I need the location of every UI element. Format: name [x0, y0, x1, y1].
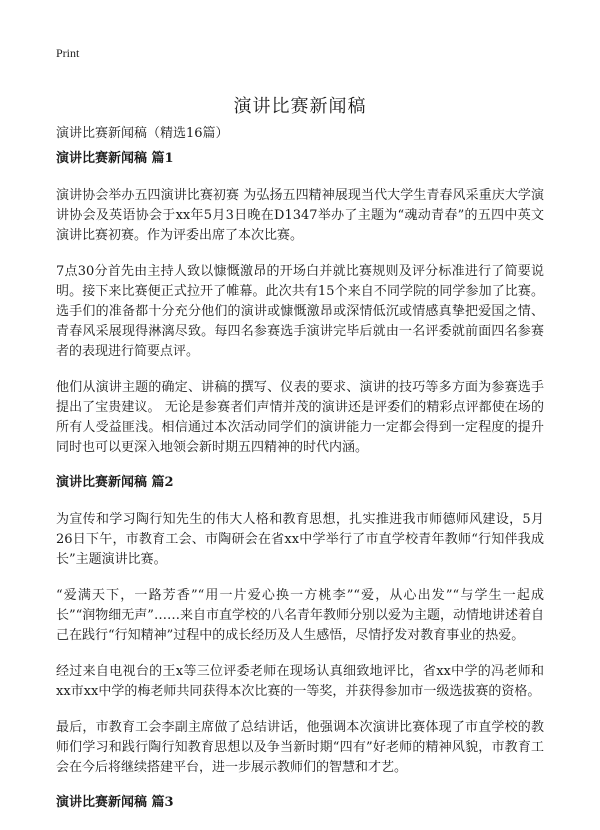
section-heading: 演讲比赛新闻稿 篇2 — [56, 475, 174, 490]
section-heading: 演讲比赛新闻稿 篇1 — [56, 151, 174, 166]
section-heading: 演讲比赛新闻稿 篇3 — [56, 795, 174, 810]
paragraph: 为宣传和学习陶行知先生的伟大人格和教育思想，扎实推进我市师德师风建设，5月26日下午，市教育工会、市陶研会在省xx中学举行了市直学校青年教师“行知伴我成长”主题演讲比赛。 — [56, 512, 544, 567]
article-section — [56, 474, 544, 778]
article-section — [56, 794, 544, 812]
paragraph: 他们从演讲主题的确定、讲稿的撰写、仪表的要求、演讲的技巧等多方面为参赛选手提出了宝贵建议。 无论是参赛者们声情并茂的演讲还是评委们的精彩点评都使在场的所有人受益匪浅。相信通过本次活动同学们的演讲能力一定都会得到一定程度的提升同时也可以更深入地领会新时期五四精神的时代内涵。 — [56, 380, 544, 455]
article-content — [56, 150, 544, 830]
paragraph: 最后，市教育工会李副主席做了总结讲话，他强调本次演讲比赛体现了市直学校的教师们学习和践行陶行知教育思想以及争当新时期“四有”好老师的精神风貌，市教育工会在今后将继续搭建平台，进一步展示教师们的智慧和才艺。 — [56, 720, 544, 775]
print-label: Print — [56, 46, 80, 60]
page-title: 演讲比赛新闻稿 — [233, 96, 367, 118]
paragraph: 7点30分首先由主持人致以慷慨激昂的开场白并就比赛规则及评分标准进行了简要说明。接下来比赛便正式拉开了帷幕。此次共有15个来自不同学院的同学参加了比赛。选手们的准备都十分充分他们的演讲或慷慨激昂或深情低沉或情感真挚把爱国之情、青春风采展现得淋漓尽致。每四名参赛选手演讲完毕后就由一名评委就前面四名参赛者的表现进行简要点评。 — [56, 264, 544, 359]
paragraph: “爱满天下，一路芳香”“用一片爱心换一方桃李”“爱，从心出发”“与学生一起成长”“润物细无声”……来自市直学校的八名青年教师分别以爱为主题，动情地讲述着自己在践行“行知精神”过程中的成长经历及人生感悟，尽情抒发对教育事业的热爱。 — [56, 588, 544, 643]
article-section — [56, 150, 544, 458]
document-subtitle: 演讲比赛新闻稿（精选16篇） — [56, 126, 229, 141]
paragraph: 经过来自电视台的王x等三位评委老师在现场认真细致地评比，省xx中学的冯老师和xx市xx中学的梅老师共同获得本次比赛的一等奖，并获得参加市一级选拔赛的资格。 — [56, 664, 544, 699]
paragraph: 演讲协会举办五四演讲比赛初赛 为弘扬五四精神展现当代大学生青春风采重庆大学演讲协会及英语协会于xx年5月3日晚在D1347举办了主题为“魂动青春”的五四中英文演讲比赛初赛。作为评委出席了本次比赛。 — [56, 188, 544, 243]
